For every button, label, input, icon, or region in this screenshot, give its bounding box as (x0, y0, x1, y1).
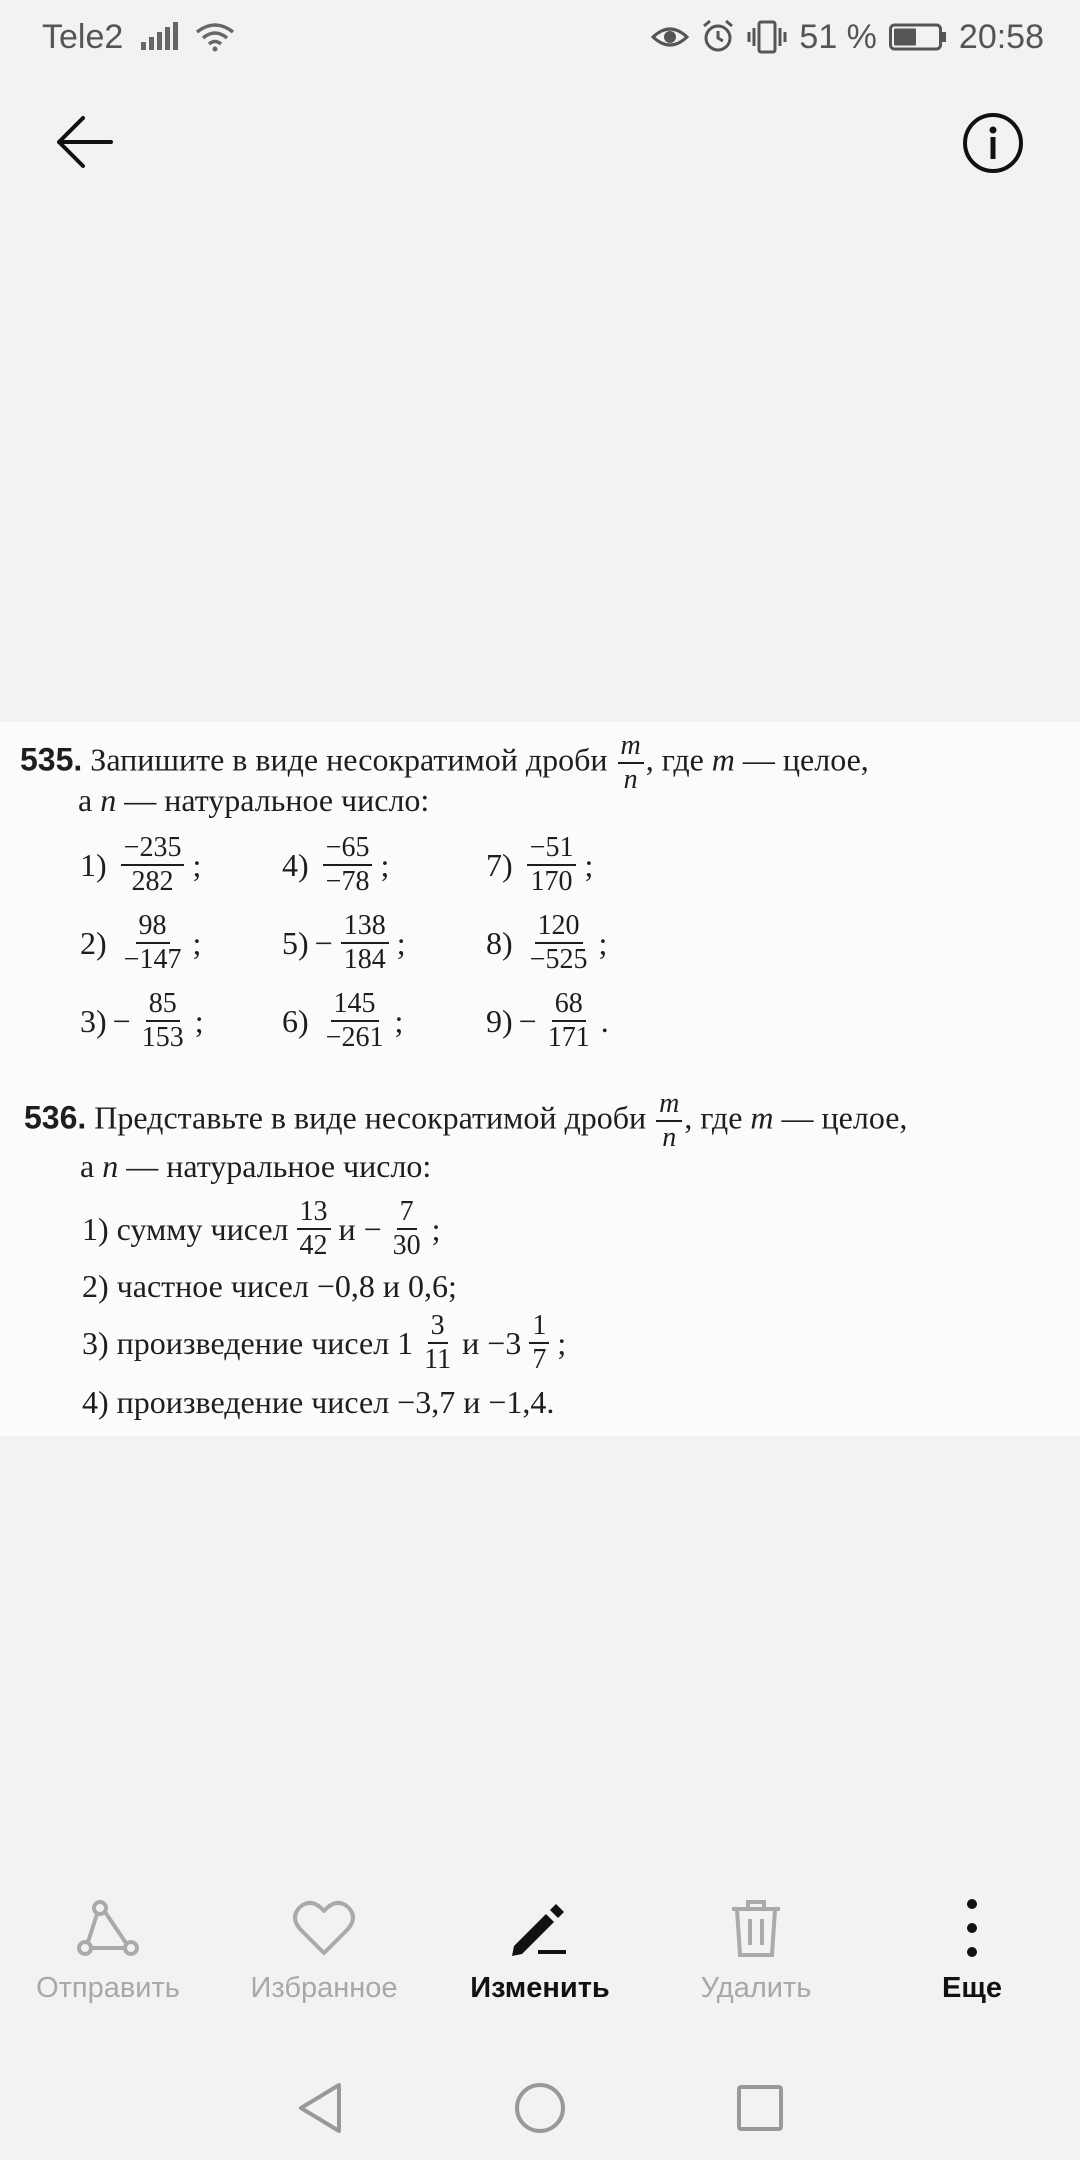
alarm-icon (701, 20, 735, 54)
p535-text: Запишите в виде несократимой дроби (90, 741, 608, 778)
back-arrow-icon (55, 114, 115, 175)
p536-line2: а n — натуральное число: (80, 1148, 432, 1184)
signal-icon (139, 22, 179, 52)
send-button[interactable] (0, 1890, 216, 2020)
p536-fraction: $\frac{m}{n}$ (656, 1090, 682, 1152)
p535-fraction: $\frac{m}{n}$ (618, 732, 644, 794)
nav-recents-icon (735, 2083, 785, 2138)
send-label: Отправить (36, 1972, 180, 2004)
vibrate-icon (747, 20, 787, 54)
navigation-bar (0, 2060, 1080, 2160)
p535-item-4: 4) $\frac{-65}{-78}$ ; (282, 832, 390, 897)
edit-button[interactable] (432, 1890, 648, 2020)
more-label: Еще (942, 1972, 1002, 2004)
p536-item-3: 3) произведение чисел 1 $\frac{3}{11}$ и −3 $\frac{1}{7}$ ; (82, 1310, 567, 1375)
p535-item-2: 2) $\frac{98}{-147}$ ; (80, 910, 202, 975)
more-vertical-icon (962, 1890, 982, 1966)
status-bar (0, 0, 1080, 74)
eye-icon (651, 23, 689, 51)
p535-item-1: 1) $\frac{-235}{282}$ ; (80, 832, 202, 897)
p536-item-4: 4) произведение чисел −3,7 и −1,4. (82, 1384, 555, 1420)
edit-label: Изменить (470, 1972, 610, 2004)
favorite-button[interactable] (216, 1890, 432, 2020)
delete-label: Удалить (700, 1972, 812, 2004)
p535-item-3: 3) − $\frac{85}{153}$ ; (80, 988, 204, 1053)
favorite-label: Избранное (250, 1972, 398, 2004)
delete-button[interactable] (648, 1890, 864, 2020)
p536-number: 536. (24, 1099, 87, 1136)
more-button[interactable] (864, 1890, 1080, 2020)
nav-recents-button[interactable] (725, 2075, 795, 2145)
photo-image[interactable] (0, 722, 1080, 1436)
battery-percent: 51 % (799, 17, 877, 56)
p536-item-2: 2) частное чисел −0,8 и 0,6; (82, 1268, 457, 1304)
p536-line1: 536. Представьте в виде несократимой дроби $\frac{m}{n}$ , где m — целое, (24, 1088, 908, 1153)
carrier-name: Tele2 (42, 17, 124, 56)
app-bar (0, 100, 1080, 190)
info-button[interactable] (958, 110, 1028, 180)
p535-item-9: 9) − $\frac{68}{171}$ . (486, 988, 609, 1053)
p535-number: 535. (20, 741, 83, 778)
p535-line1: 535. Запишите в виде несократимой дроби $\frac{m}{n}$ , где m — целое, (20, 730, 869, 795)
pencil-icon (508, 1890, 572, 1966)
battery-icon (889, 22, 947, 52)
bottom-toolbar (0, 1890, 1080, 2020)
nav-home-button[interactable] (505, 2075, 575, 2145)
info-icon (962, 112, 1024, 179)
clock-time: 20:58 (958, 17, 1044, 56)
p536-item-1: 1) сумму чисел $\frac{13}{42}$ и − $\frac{7}{30}$ ; (82, 1196, 441, 1261)
wifi-icon (195, 22, 235, 52)
p535-item-7: 7) $\frac{-51}{170}$ ; (486, 832, 594, 897)
share-icon (76, 1890, 140, 1966)
p536-text: Представьте в виде несократимой дроби (94, 1099, 647, 1136)
heart-icon (292, 1890, 356, 1966)
p535-item-8: 8) $\frac{120}{-525}$ ; (486, 910, 608, 975)
nav-back-icon (295, 2081, 345, 2140)
back-button[interactable] (50, 112, 120, 176)
p535-item-5: 5) − $\frac{138}{184}$ ; (282, 910, 406, 975)
p535-line2: а n — натуральное число: (78, 782, 430, 818)
nav-home-icon (513, 2081, 567, 2140)
trash-icon (728, 1890, 784, 1966)
p535-item-6: 6) $\frac{145}{-261}$ ; (282, 988, 404, 1053)
nav-back-button[interactable] (285, 2075, 355, 2145)
